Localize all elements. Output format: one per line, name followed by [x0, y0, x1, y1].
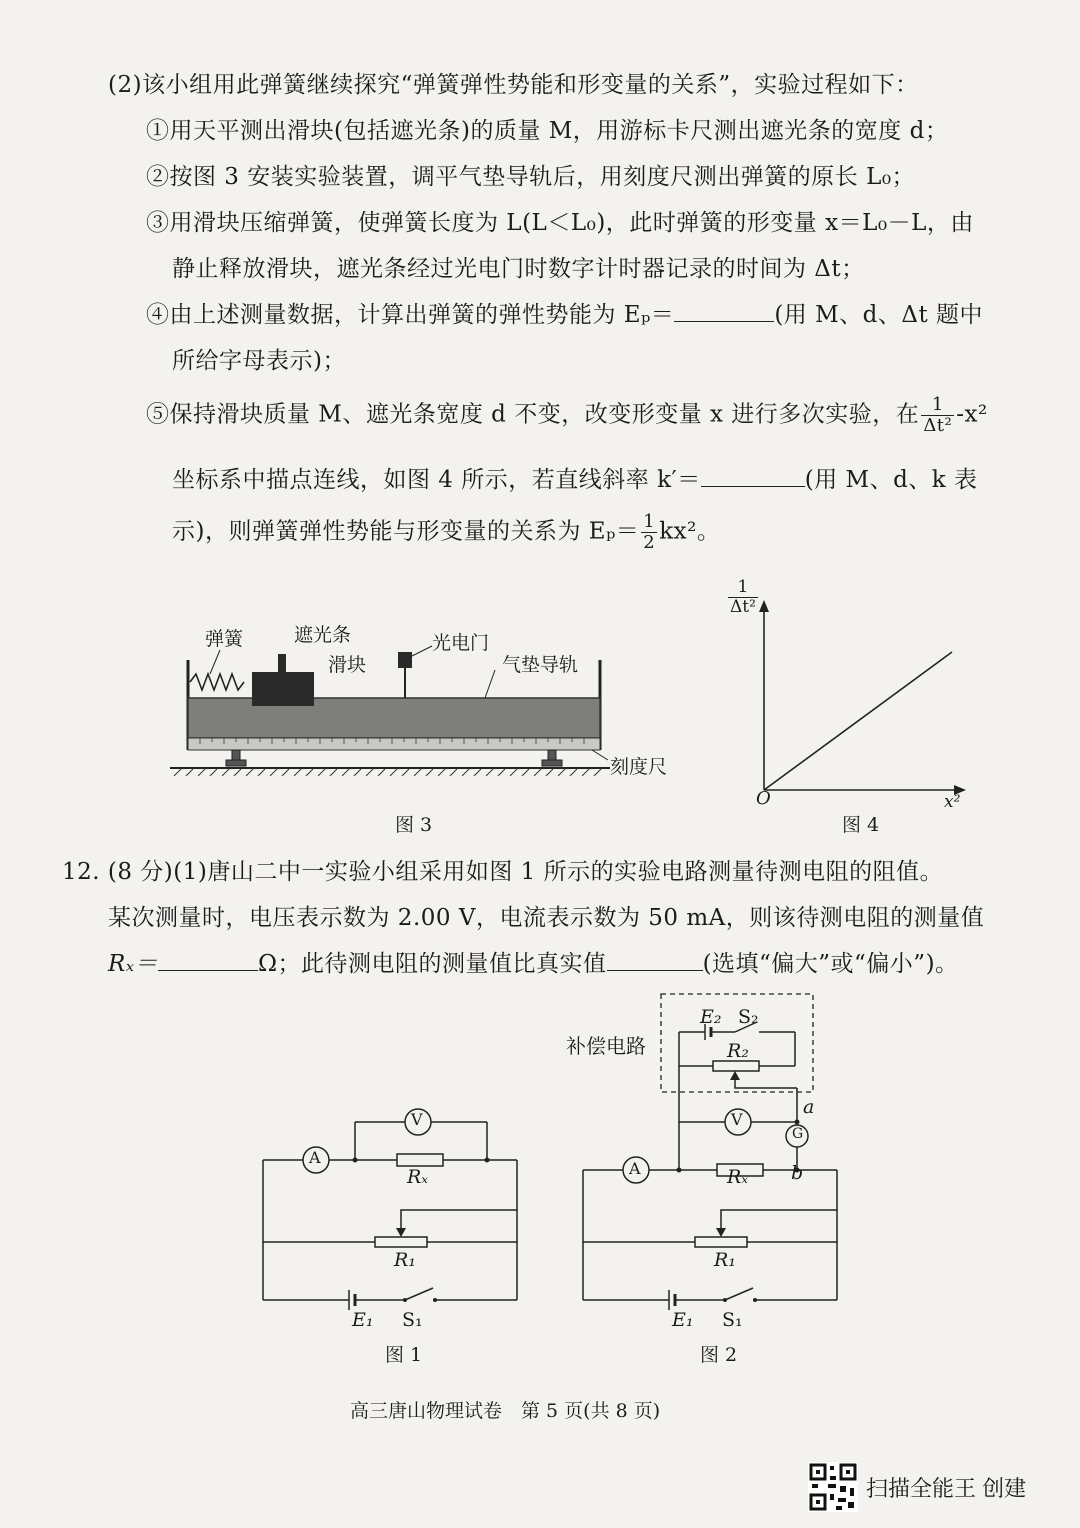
frac-den: Δt²	[923, 414, 953, 436]
figure-1-caption: 图 1	[385, 1344, 423, 1366]
answer-blank-slope[interactable]	[701, 466, 805, 487]
r2-slider-arrow	[730, 1071, 740, 1080]
fig1-r1-label: R₁	[394, 1249, 416, 1271]
fig2-voltmeter-label: V	[731, 1110, 743, 1129]
leader-spring	[210, 650, 220, 674]
fig1-e1-label: E₁	[352, 1309, 374, 1331]
step5-text-c-end: kx²。	[659, 518, 721, 545]
r1-rheostat	[375, 1237, 427, 1247]
answer-blank-bias[interactable]	[607, 950, 703, 971]
step5-text-c: 示)，则弹簧弹性势能与形变量的关系为 Eₚ＝	[172, 518, 640, 545]
fig4-y-label	[728, 578, 758, 616]
step5-fraction	[921, 395, 954, 436]
q12-line3-end: (选填“偏大”或“偏小”)。	[702, 951, 959, 977]
fig2-r2-label: R₂	[727, 1040, 749, 1062]
fig1-voltmeter-label: V	[411, 1110, 423, 1129]
leader-ruler	[592, 750, 608, 760]
fig2-s1-switch[interactable]	[725, 1288, 753, 1300]
fig2-r1-rheostat	[695, 1237, 747, 1247]
frac-num: 1	[921, 395, 954, 416]
figure-2-caption: 图 2	[700, 1344, 738, 1366]
rx-eq: Rₓ＝	[108, 951, 158, 977]
compensation-label: 补偿电路	[566, 1034, 646, 1058]
scanner-watermark: 扫描全能王 创建	[866, 1476, 1027, 1501]
q11-step5-a	[146, 395, 988, 436]
leader-gate	[412, 646, 432, 656]
fig4-y-den: Δt²	[730, 596, 756, 617]
shading-strip	[278, 654, 286, 672]
answer-blank-ep[interactable]	[674, 301, 774, 322]
fig4-origin: O	[756, 788, 771, 809]
step5-text-b2: (用 M、d、k 表	[804, 467, 978, 493]
spring	[190, 674, 244, 690]
data-line	[764, 652, 952, 790]
fig2-r1-label: R₁	[714, 1249, 736, 1271]
q12-line3	[108, 945, 959, 978]
half-num: 1	[643, 511, 656, 532]
q11-step3-a: ③用滑块压缩弹簧，使弹簧长度为 L(L＜L₀)，此时弹簧的形变量 x＝L₀－L，由	[146, 210, 974, 236]
fig2-r1-slider-arrow	[716, 1228, 726, 1237]
q11-step5-b	[172, 461, 978, 494]
fig2-s1-label: S₁	[722, 1309, 743, 1331]
air-track-rail	[188, 698, 600, 738]
q11-step4-a	[146, 296, 983, 329]
step5-after: -x²	[956, 401, 988, 428]
fig2-s2-label: S₂	[738, 1006, 759, 1028]
fig2-galv-label: G	[792, 1126, 804, 1142]
label-rail: 气垫导轨	[502, 654, 579, 676]
ground-hatch	[174, 768, 602, 776]
figure-4-caption: 图 4	[842, 814, 880, 836]
fig4-y-num: 1	[728, 578, 758, 598]
q12-line3-mid: Ω；此待测电阻的测量值比真实值	[257, 951, 607, 977]
fig4-x-label: x²	[944, 792, 961, 812]
q12-line2: 某次测量时，电压表示数为 2.00 V，电流表示数为 50 mA，则该待测电阻的测量值	[108, 905, 985, 931]
fig2-ammeter-label: A	[629, 1159, 641, 1178]
fig2-rx-label: Rₓ	[727, 1166, 749, 1188]
r2-rheostat	[713, 1061, 759, 1071]
step5-text: ⑤保持滑块质量 M、遮光条宽度 d 不变，改变形变量 x 进行多次实验，在	[146, 401, 920, 428]
label-spring: 弹簧	[205, 628, 244, 650]
half-fraction	[641, 512, 657, 553]
fig2-a-label: a	[803, 1096, 815, 1118]
half-den: 2	[643, 531, 656, 553]
step5-text-b: 坐标系中描点连线，如图 4 所示，若直线斜率 k′＝	[172, 467, 701, 493]
leader-rail	[485, 670, 495, 698]
scale-ruler	[188, 738, 600, 750]
label-slider: 滑块	[328, 654, 367, 676]
q11-step1: ①用天平测出滑块(包括遮光条)的质量 M，用游标卡尺测出遮光条的宽度 d；	[146, 118, 949, 144]
s1-switch[interactable]	[405, 1288, 433, 1300]
fig2-b-label: b	[791, 1162, 804, 1184]
rx-resistor	[397, 1154, 443, 1166]
label-gate: 光电门	[432, 632, 490, 654]
page-footer: 高三唐山物理试卷 第 5 页(共 8 页)	[350, 1400, 661, 1422]
label-shade: 遮光条	[294, 624, 352, 646]
q11-intro: (2)该小组用此弹簧继续探究“弹簧弹性势能和形变量的关系”，实验过程如下：	[108, 72, 919, 98]
q11-step2: ②按图 3 安装实验装置，调平气垫导轨后，用刻度尺测出弹簧的原长 L₀；	[146, 164, 916, 190]
fig1-s1-label: S₁	[402, 1309, 423, 1331]
step4-text-b: (用 M、d、Δt 题中	[774, 302, 984, 328]
track-legs	[226, 750, 562, 766]
fig2-e2-label: E₂	[700, 1006, 722, 1028]
q11-step4-c: 所给字母表示)；	[172, 348, 346, 374]
photogate-head	[398, 652, 412, 668]
y-axis-arrow	[759, 600, 769, 612]
label-ruler: 刻度尺	[610, 756, 668, 778]
answer-blank-rx[interactable]	[158, 950, 258, 971]
slider-block	[252, 672, 314, 706]
step4-text: ④由上述测量数据，计算出弹簧的弹性势能为 Eₚ＝	[146, 302, 675, 328]
q11-step3-b: 静止释放滑块，遮光条经过光电门时数字计时器记录的时间为 Δt；	[172, 256, 865, 282]
fig2-e1-label: E₁	[672, 1309, 694, 1331]
figure-3-caption: 图 3	[395, 814, 433, 836]
fig1-ammeter-label: A	[309, 1148, 321, 1167]
qr-code-icon	[808, 1462, 858, 1512]
q11-step5-c	[172, 512, 720, 553]
fig1-rx-label: Rₓ	[407, 1166, 429, 1188]
figure-4-graph	[740, 590, 980, 810]
q12-line1: 12. (8 分)(1)唐山二中一实验小组采用如图 1 所示的实验电路测量待测电阻的阻值。	[62, 859, 944, 885]
r1-slider-arrow	[396, 1228, 406, 1237]
figure-1-circuit	[255, 1090, 535, 1350]
